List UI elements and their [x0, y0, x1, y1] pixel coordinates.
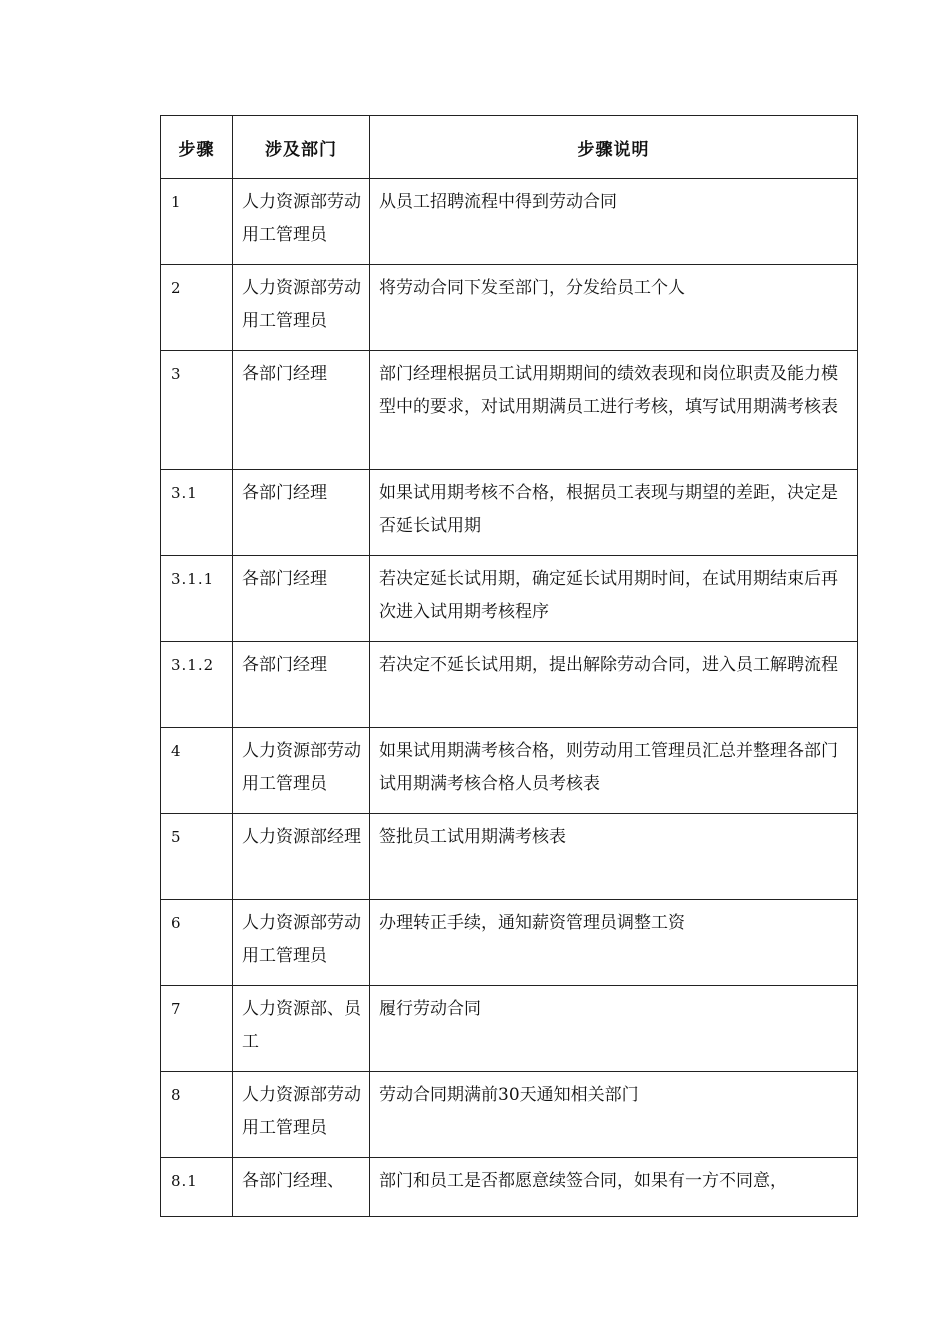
step-number: 3.1	[171, 484, 198, 502]
table-header-row	[161, 116, 858, 179]
step-department: 各部门经理	[242, 655, 327, 675]
step-description: 将劳动合同下发至部门，分发给员工个人	[379, 278, 685, 298]
step-number: 2	[171, 279, 182, 297]
step-department: 各部门经理	[242, 364, 327, 384]
step-description: 从员工招聘流程中得到劳动合同	[379, 192, 617, 212]
step-number: 1	[171, 193, 182, 211]
step-description: 部门和员工是否都愿意续签合同，如果有一方不同意，	[379, 1171, 787, 1191]
step-department: 人力资源部劳动用工管理员	[242, 278, 361, 331]
table-row	[161, 1158, 858, 1217]
step-description: 签批员工试用期满考核表	[379, 827, 566, 847]
step-department: 人力资源部、员工	[242, 999, 361, 1052]
table-row	[161, 814, 858, 900]
table-row	[161, 470, 858, 556]
step-number: 6	[171, 914, 182, 932]
step-description: 若决定延长试用期，确定延长试用期时间，在试用期结束后再次进入试用期考核程序	[379, 569, 838, 622]
table-row	[161, 351, 858, 470]
step-department: 人力资源部劳动用工管理员	[242, 741, 361, 794]
step-description: 办理转正手续，通知薪资管理员调整工资	[379, 913, 685, 933]
table-row	[161, 728, 858, 814]
header-step: 步骤	[161, 116, 233, 179]
step-description: 如果试用期考核不合格，根据员工表现与期望的差距，决定是否延长试用期	[379, 483, 838, 536]
step-number: 4	[171, 742, 182, 760]
step-description: 如果试用期满考核合格，则劳动用工管理员汇总并整理各部门试用期满考核合格人员考核表	[379, 741, 838, 794]
step-description: 劳动合同期满前30天通知相关部门	[379, 1085, 639, 1105]
table-row	[161, 179, 858, 265]
step-description: 若决定不延长试用期，提出解除劳动合同，进入员工解聘流程	[379, 655, 838, 675]
procedure-steps-table	[160, 115, 858, 1217]
step-number: 8.1	[171, 1172, 198, 1190]
table-row	[161, 900, 858, 986]
table-row	[161, 556, 858, 642]
step-number: 3.1.2	[171, 656, 215, 674]
step-department: 各部门经理	[242, 569, 327, 589]
step-department: 各部门经理	[242, 483, 327, 503]
step-department: 人力资源部劳动用工管理员	[242, 913, 361, 966]
step-number: 8	[171, 1086, 182, 1104]
table-row	[161, 1072, 858, 1158]
step-department: 各部门经理、	[242, 1171, 344, 1191]
table-row	[161, 642, 858, 728]
header-description: 步骤说明	[370, 116, 858, 179]
step-number: 3.1.1	[171, 570, 215, 588]
step-department: 人力资源部劳动用工管理员	[242, 1085, 361, 1138]
step-number: 7	[171, 1000, 182, 1018]
step-description: 履行劳动合同	[379, 999, 481, 1019]
table-row	[161, 265, 858, 351]
step-number: 5	[171, 828, 182, 846]
header-department: 涉及部门	[233, 116, 370, 179]
step-department: 人力资源部劳动用工管理员	[242, 192, 361, 245]
step-department: 人力资源部经理	[242, 827, 361, 847]
step-number: 3	[171, 365, 182, 383]
step-description: 部门经理根据员工试用期期间的绩效表现和岗位职责及能力模型中的要求，对试用期满员工进行考核，填写试用期满考核表	[379, 364, 838, 417]
table-row	[161, 986, 858, 1072]
